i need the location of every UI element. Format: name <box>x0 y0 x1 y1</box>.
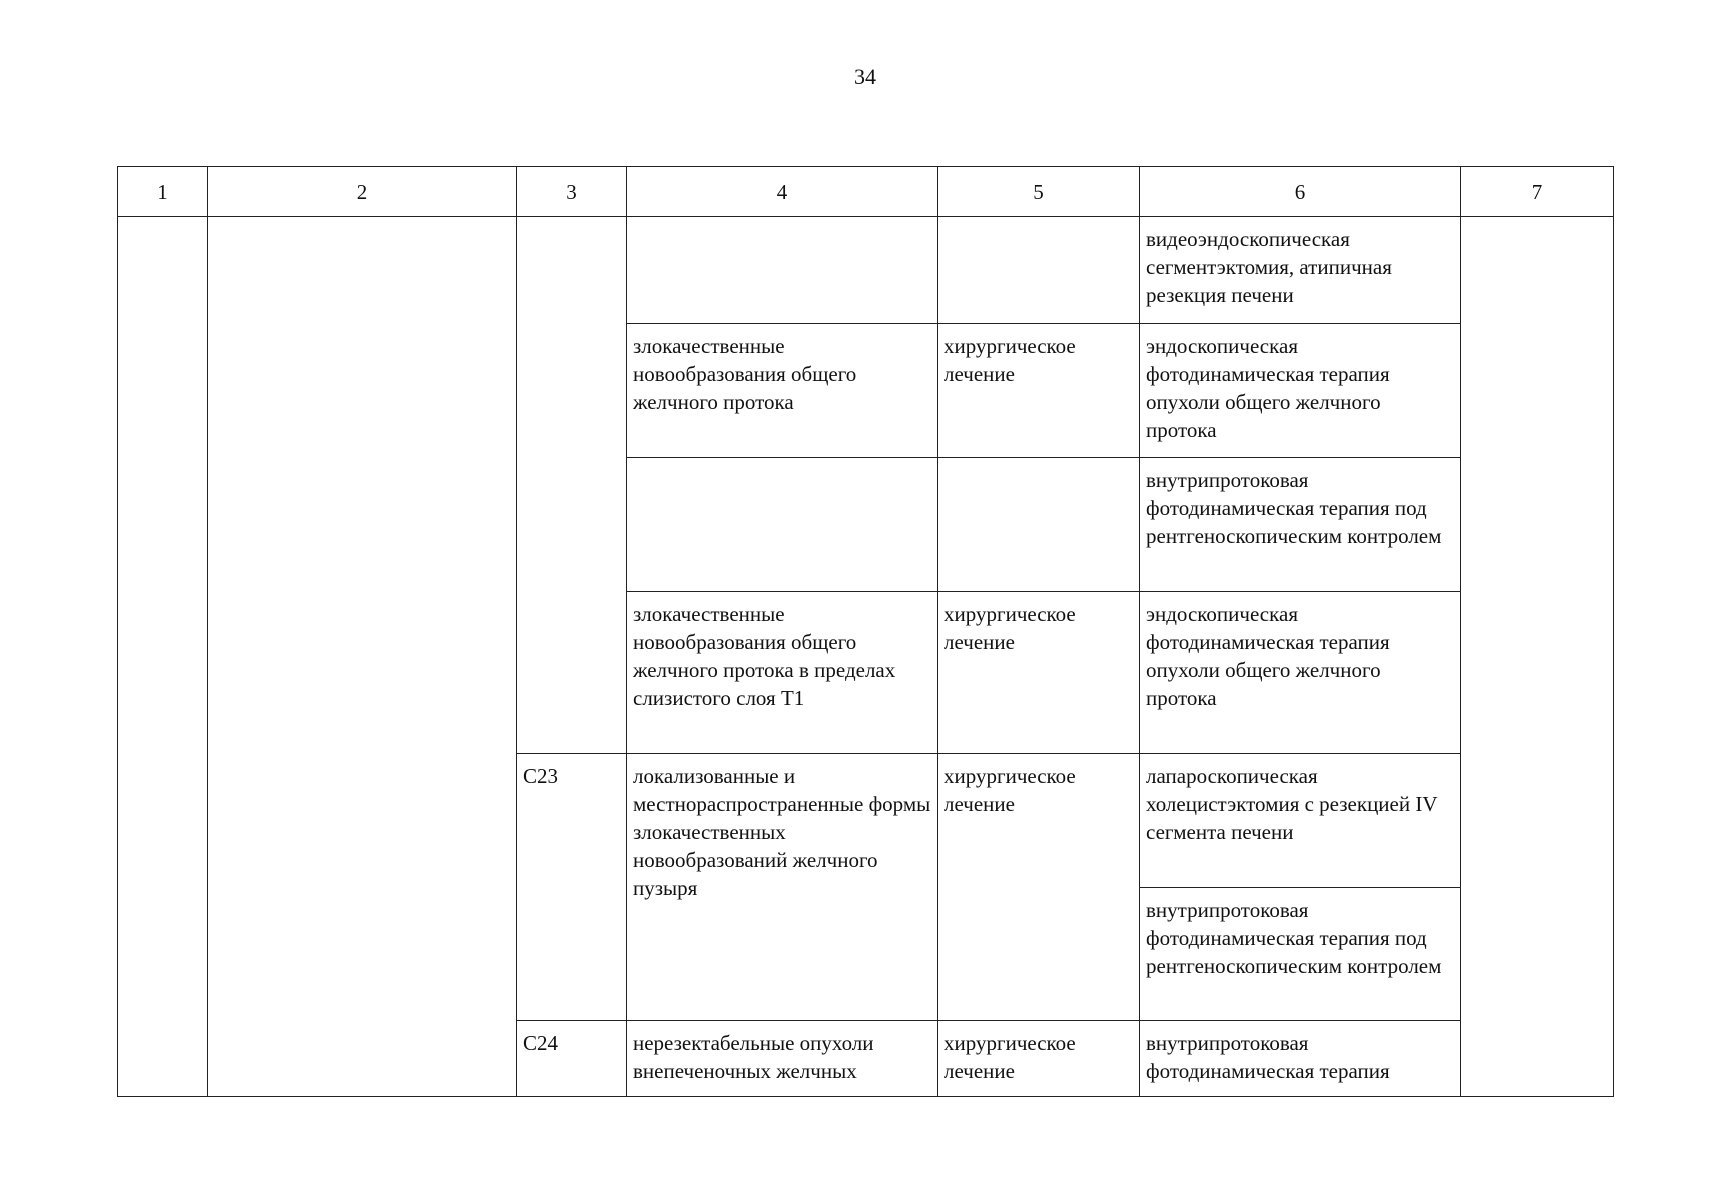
treatment-method-cell: видеоэндоскопическая сегментэктомия, атипичная резекция печени <box>1140 217 1461 324</box>
icd-code-cell: С24 <box>517 1021 627 1097</box>
diagnosis-cell <box>627 217 938 324</box>
treatment-type-cell: хирургическое лечение <box>938 1021 1140 1097</box>
diagnosis-cell: злокачественные новообразования общего желчного протока <box>627 324 938 458</box>
column-1-cell <box>118 217 208 1097</box>
page-number: 34 <box>854 64 876 89</box>
column-3-cell <box>517 217 627 754</box>
header-cell-5: 5 <box>938 167 1140 217</box>
diagnosis-cell <box>627 458 938 592</box>
header-cell-2: 2 <box>208 167 517 217</box>
diagnosis-cell: локализованные и местнораспространенные формы злокачественных новообразований желчного пузыря <box>627 754 938 1021</box>
icd-code-cell: С23 <box>517 754 627 1021</box>
treatment-method-cell: внутрипротоковая фотодинамическая терапия под рентгеноскопическим контролем <box>1140 458 1461 592</box>
header-cell-7: 7 <box>1461 167 1614 217</box>
header-cell-4: 4 <box>627 167 938 217</box>
header-cell-1: 1 <box>118 167 208 217</box>
column-7-cell <box>1461 217 1614 1097</box>
treatment-type-cell: хирургическое лечение <box>938 754 1140 1021</box>
treatment-type-cell: хирургическое лечение <box>938 592 1140 754</box>
treatment-method-cell: лапароскопическая холецистэктомия с резекцией IV сегмента печени <box>1140 754 1461 888</box>
treatment-type-cell <box>938 458 1140 592</box>
diagnosis-cell: злокачественные новообразования общего желчного протока в пределах слизистого слоя Т1 <box>627 592 938 754</box>
table-header-row <box>118 167 1614 217</box>
services-table <box>117 166 1614 1097</box>
treatment-type-cell <box>938 217 1140 324</box>
treatment-method-cell: эндоскопическая фотодинамическая терапия опухоли общего желчного протока <box>1140 592 1461 754</box>
header-cell-6: 6 <box>1140 167 1461 217</box>
treatment-method-cell: эндоскопическая фотодинамическая терапия опухоли общего желчного протока <box>1140 324 1461 458</box>
treatment-type-cell: хирургическое лечение <box>938 324 1140 458</box>
treatment-method-cell: внутрипротоковая фотодинамическая терапия под рентгеноскопическим контролем <box>1140 888 1461 1021</box>
treatment-method-cell: внутрипротоковая фотодинамическая терапия <box>1140 1021 1461 1097</box>
column-2-cell <box>208 217 517 1097</box>
table-row <box>118 217 1614 324</box>
diagnosis-cell: нерезектабельные опухоли внепеченочных желчных <box>627 1021 938 1097</box>
header-cell-3: 3 <box>517 167 627 217</box>
